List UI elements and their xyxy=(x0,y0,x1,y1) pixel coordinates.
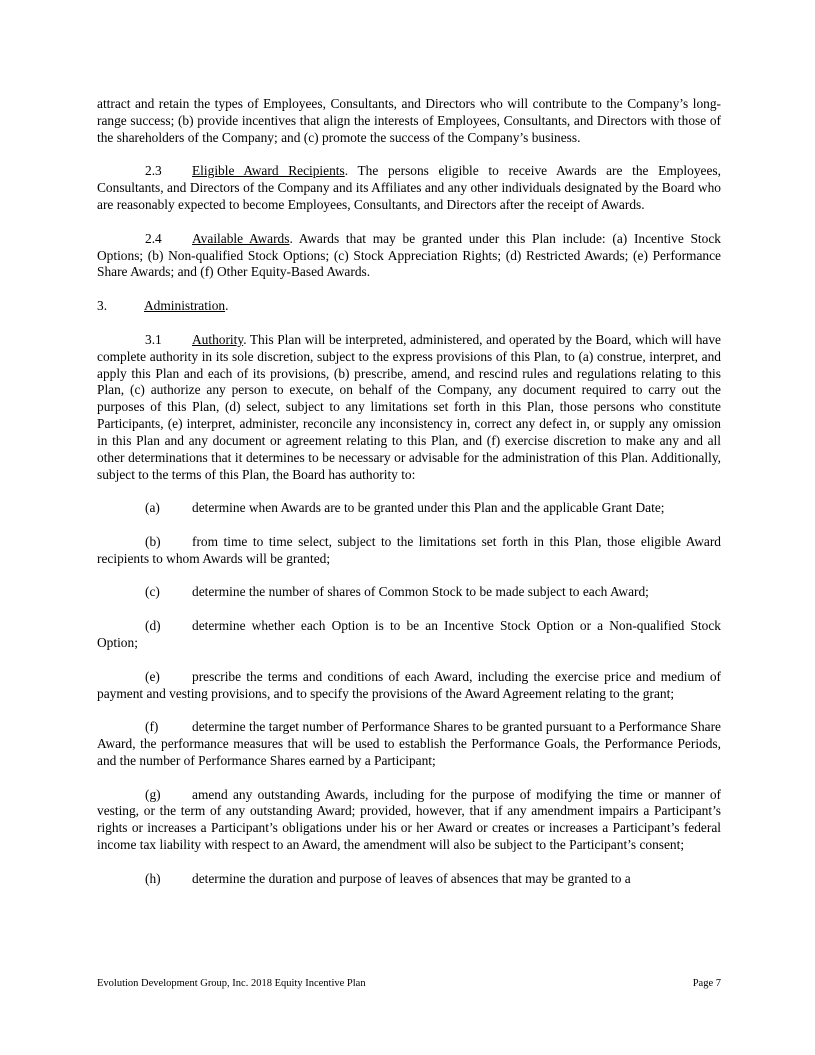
list-item-text: prescribe the terms and conditions of each Award, including the exercise price and medium of payment and vesting provisions, and to specify the provisions of the Award Agreement relating to the grant; xyxy=(97,668,721,701)
list-item-label: (g) xyxy=(145,786,161,802)
section-heading-suffix: . xyxy=(225,298,229,314)
section-number: 2.3 xyxy=(145,163,162,179)
list-item-label: (h) xyxy=(145,870,161,886)
list-item xyxy=(97,719,721,770)
list-item xyxy=(97,618,721,652)
section-3-heading xyxy=(97,298,721,315)
list-item-text: determine the duration and purpose of leaves of absences that may be granted to a xyxy=(192,870,631,886)
list-item-label: (b) xyxy=(145,533,161,549)
list-item-label: (d) xyxy=(145,618,161,634)
list-item-label: (a) xyxy=(145,500,160,516)
list-item-label: (e) xyxy=(145,668,160,684)
section-heading: Administration xyxy=(144,298,226,314)
list-item xyxy=(97,500,721,517)
section-text: . The persons eligible to receive Awards are the Employees, Consultants, and Directors of the Company and its Affiliates and any other individuals designated by the Board who are reasonably expected to become Employees, Consultants, and Directors after the receipt of Awards. xyxy=(97,163,721,213)
page-number: Page 7 xyxy=(692,978,721,989)
section-heading: Available Awards xyxy=(192,230,290,246)
section-number: 3.1 xyxy=(145,331,162,347)
section-number: 3. xyxy=(97,298,108,314)
list-item xyxy=(97,669,721,703)
list-item-text: determine the number of shares of Common Stock to be made subject to each Award; xyxy=(192,584,649,600)
section-number: 2.4 xyxy=(145,230,162,246)
list-item xyxy=(97,534,721,568)
section-2-3 xyxy=(97,163,721,214)
list-item xyxy=(97,584,721,601)
list-item xyxy=(97,871,721,888)
intro-paragraph: attract and retain the types of Employees, Consultants, and Directors who will contribute to the Company’s long-range success; (b) provide incentives that align the interests of Employees, Consultants, and Directors with those of the shareholders of the Company; and (c) promote the success of the Company’s business. xyxy=(97,96,721,145)
list-item-text: determine whether each Option is to be an Incentive Stock Option or a Non-qualified Stock Option; xyxy=(97,618,721,650)
list-item-text: determine the target number of Performance Shares to be granted pursuant to a Performance Share Award, the performance measures that will be used to establish the Performance Goals, the Performance Periods, and the number of Performance Shares earned by a Participant; xyxy=(97,719,721,768)
section-text: . Awards that may be granted under this Plan include: (a) Incentive Stock Options; (b) Non-qualified Stock Options; (c) Stock Appreciation Rights; (d) Restricted Awards; (e) Performance Share Awards; and (f) Other Equity-Based Awards. xyxy=(97,230,721,280)
list-item-text: determine when Awards are to be granted under this Plan and the applicable Grant Date; xyxy=(192,500,665,516)
section-3-1 xyxy=(97,332,721,484)
document-body xyxy=(97,96,721,905)
page-footer xyxy=(97,978,721,989)
section-heading: Eligible Award Recipients xyxy=(192,163,345,179)
footer-title: Evolution Development Group, Inc. 2018 Equity Incentive Plan xyxy=(97,978,366,989)
list-item xyxy=(97,787,721,854)
list-item-label: (f) xyxy=(145,719,159,735)
list-item-label: (c) xyxy=(145,584,160,600)
section-text: . This Plan will be interpreted, administered, and operated by the Board, which will have complete authority in its sole discretion, subject to the express provisions of this Plan, to (a) construe, interpret, and apply this Plan and each of its provisions, (b) prescribe, amend, and rescind rules and regulations relating to this Plan, (c) authorize any person to execute, on behalf of the Company, any document required to carry out the purposes of this Plan, (d) select, subject to any limitations set forth in this Plan, those persons who constitute Participants, (e) interpret, administer, reconcile any inconsistency in, correct any defect in, or supply any omission in this Plan and any document or agreement relating to this Plan, and (f) exercise discretion to make any and all other determinations that it determines to be necessary or advisable for the administration of this Plan. Additionally, subject to the terms of this Plan, the Board has authority to: xyxy=(97,331,721,482)
section-2-4 xyxy=(97,231,721,282)
list-item-text: amend any outstanding Awards, including for the purpose of modifying the time or manner of vesting, or the term of any outstanding Award; provided, however, that if any amendment impairs a Participant’s rights or increases a Participant’s obligations under his or her Award or creates or increases a Participant’s federal income tax liability with respect to an Award, the amendment will also be subject to the Participant’s consent; xyxy=(97,786,721,853)
section-heading: Authority xyxy=(192,331,244,347)
list-item-text: from time to time select, subject to the limitations set forth in this Plan, those eligible Award recipients to whom Awards will be granted; xyxy=(97,533,721,566)
